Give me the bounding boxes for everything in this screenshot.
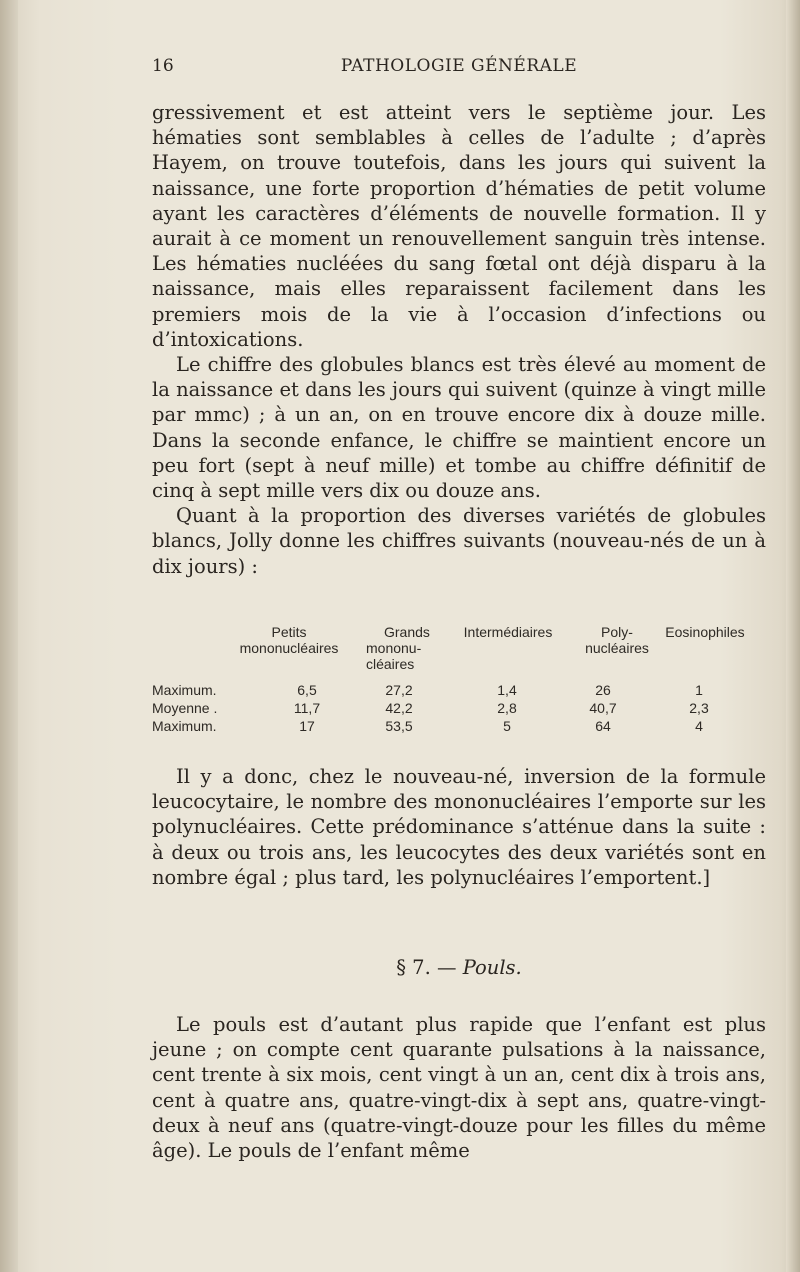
cell-intermediaires: 5 bbox=[503, 718, 511, 734]
cell-eosinophiles: 1 bbox=[695, 682, 703, 698]
table-header-eosinophiles bbox=[650, 624, 760, 640]
header-line: nucléaires bbox=[585, 640, 649, 656]
table-row bbox=[152, 700, 766, 716]
header-line: mononucléaires bbox=[239, 640, 339, 656]
table-row bbox=[152, 682, 766, 698]
paragraph-proportion: Quant à la proportion des diverses variétés de globules blancs, Jolly donne les chiffres suivants (nouveau-nés de un à dix jours) : bbox=[152, 504, 766, 578]
page-number: 16 bbox=[152, 56, 174, 76]
table-header-grands-mononucleaires bbox=[366, 624, 440, 672]
paragraph-pouls: Le pouls est d’autant plus rapide que l’enfant est plus jeune ; on compte cent quarante pulsations à la naissance, cent trente à six mois, cent vingt à un an, cent dix à trois ans, cent à quatre ans, quatre-vingt-dix à sept ans, quatre-vingt-deux à neuf ans (quatre-vingt-douze pour les filles du même âge). Le pouls de l’enfant même bbox=[152, 1013, 766, 1163]
paragraph-hematies: gressivement et est atteint vers le septième jour. Les hématies sont semblables à celles de l’adulte ; d’après Hayem, on trouve toutefois, dans les jours qui suivent la naissance, une forte proportion d’hématies de petit volume ayant les caractères d’éléments de nouvelle formation. Il y aurait à ce moment un renouvellement sanguin très intense. Les hématies nucléées du sang fœtal ont déjà disparu à la naissance, mais elles reparaissent facilement dans les premiers mois de la vie à l’occasion d’infections ou d’intoxications. bbox=[152, 101, 766, 351]
cell-grands: 27,2 bbox=[385, 682, 413, 698]
table-row bbox=[152, 718, 766, 734]
row-label: Moyenne . bbox=[152, 700, 218, 716]
page-left-edge bbox=[0, 0, 18, 1272]
cell-petits: 11,7 bbox=[293, 700, 321, 716]
section-title: Pouls. bbox=[462, 956, 522, 979]
paragraph-globules-blancs: Le chiffre des globules blancs est très élevé au moment de la naissance et dans les jours qui suivent (quinze à vingt mille par mmc) ; à un an, on en trouve encore dix à douze mille. Dans la seconde enfance, le chiffre se maintient encore un peu fort (sept à neuf mille) et tombe au chiffre définitif de cinq à sept mille vers dix ou douze ans. bbox=[152, 353, 766, 503]
page-right-edge bbox=[786, 0, 800, 1272]
running-title: PATHOLOGIE GÉNÉRALE bbox=[340, 56, 578, 76]
table-header-petits-mononucleaires bbox=[224, 624, 354, 656]
table-header-intermediaires bbox=[450, 624, 566, 640]
header-line: mononu- bbox=[366, 640, 422, 656]
section-number: § 7. — bbox=[396, 956, 457, 979]
body-text-top bbox=[152, 100, 766, 579]
row-label: Maximum. bbox=[152, 682, 217, 698]
body-text-after-table bbox=[152, 764, 766, 890]
paragraph-formule-leucocytaire: Il y a donc, chez le nouveau-né, inversion de la formule leucocytaire, le nombre des mononucléaires l’emporte sur les polynucléaires. Cette prédominance s’atténue dans la suite : à deux ou trois ans, les leucocytes des deux variétés sont en nombre égal ; plus tard, les polynucléaires l’emportent.] bbox=[152, 765, 766, 889]
body-text-pouls bbox=[152, 1012, 766, 1163]
cell-grands: 42,2 bbox=[385, 700, 413, 716]
cell-eosinophiles: 2,3 bbox=[689, 700, 709, 716]
cell-petits: 6,5 bbox=[297, 682, 317, 698]
cell-poly: 40,7 bbox=[589, 700, 617, 716]
table-header-polynucleaires bbox=[572, 624, 662, 656]
cell-intermediaires: 1,4 bbox=[497, 682, 517, 698]
header-line: Petits bbox=[271, 624, 307, 640]
section-heading bbox=[152, 956, 766, 979]
cell-grands: 53,5 bbox=[385, 718, 413, 734]
header-line: Grands bbox=[384, 624, 430, 640]
header-line: Intermédiaires bbox=[463, 624, 553, 640]
cell-eosinophiles: 4 bbox=[695, 718, 703, 734]
header-line: Eosinophiles bbox=[665, 624, 745, 640]
cell-poly: 64 bbox=[595, 718, 611, 734]
cell-petits: 17 bbox=[299, 718, 315, 734]
cell-intermediaires: 2,8 bbox=[497, 700, 517, 716]
row-label: Maximum. bbox=[152, 718, 217, 734]
header-line: Poly- bbox=[601, 624, 633, 640]
cell-poly: 26 bbox=[595, 682, 611, 698]
page-header bbox=[152, 56, 766, 84]
header-line: cléaires bbox=[366, 656, 415, 672]
